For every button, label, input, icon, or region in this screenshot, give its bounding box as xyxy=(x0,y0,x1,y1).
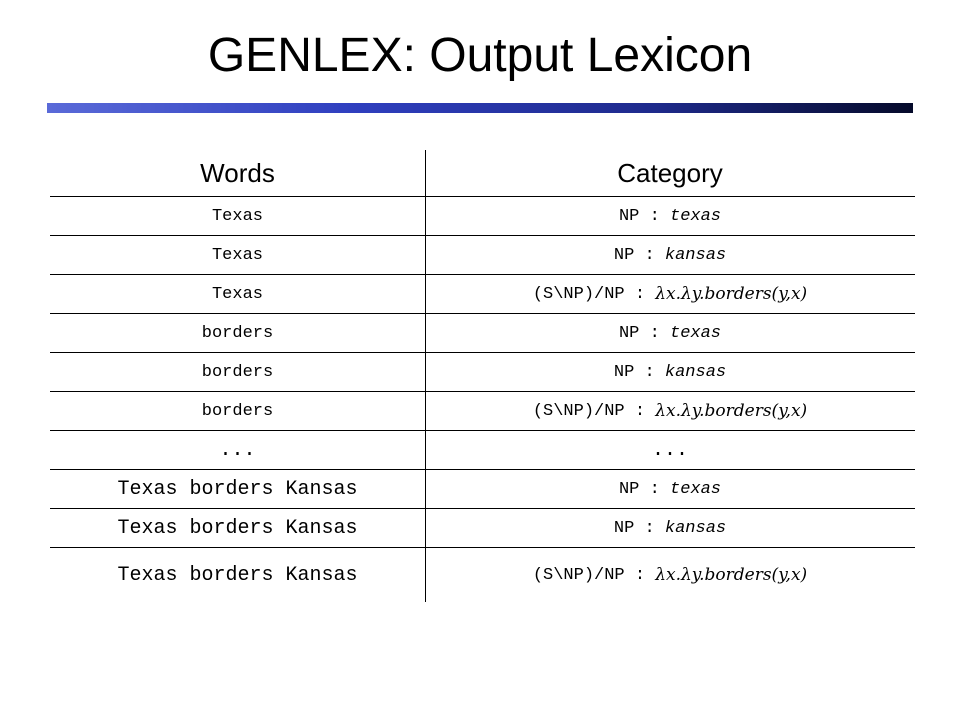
word-cell: Texas borders Kansas xyxy=(117,516,358,540)
word-cell: ... xyxy=(219,438,256,462)
word-cell: borders xyxy=(201,362,274,382)
category-cell xyxy=(425,392,915,430)
header-category: Category xyxy=(617,157,723,188)
category-prefix: NP : xyxy=(618,323,660,343)
header-words: Words xyxy=(200,157,275,188)
category-cell xyxy=(425,548,915,602)
word-cell: Texas borders Kansas xyxy=(117,477,358,501)
word-cell: borders xyxy=(201,323,274,343)
category-prefix: NP : xyxy=(613,518,655,538)
lambda-expression: λx.λy.borders(y,x) xyxy=(655,401,808,421)
table-row xyxy=(50,431,915,470)
category-cell xyxy=(425,314,915,352)
category-value: texas xyxy=(670,323,722,343)
table-row xyxy=(50,470,915,509)
word-cell: borders xyxy=(201,401,274,421)
table-row xyxy=(50,548,915,602)
table-row xyxy=(50,353,915,392)
table-row xyxy=(50,197,915,236)
table-header-row xyxy=(50,150,915,197)
category-cell: ... xyxy=(651,438,688,462)
title-underline-bar xyxy=(47,103,913,113)
word-cell: Texas borders Kansas xyxy=(117,563,358,587)
word-cell: Texas xyxy=(211,206,263,226)
category-cell xyxy=(425,509,915,547)
category-value: texas xyxy=(670,479,722,499)
category-prefix: (S\NP)/NP : xyxy=(532,284,646,304)
lambda-expression: λx.λy.borders(y,x) xyxy=(655,284,808,304)
word-cell: Texas xyxy=(211,245,263,265)
category-prefix: NP : xyxy=(613,362,655,382)
lexicon-table xyxy=(50,150,915,602)
table-row xyxy=(50,236,915,275)
category-prefix: NP : xyxy=(613,245,655,265)
lambda-expression: λx.λy.borders(y,x) xyxy=(655,565,808,585)
category-cell xyxy=(425,197,915,235)
category-prefix: (S\NP)/NP : xyxy=(532,565,646,585)
slide-title: GENLEX: Output Lexicon xyxy=(207,29,753,82)
category-prefix: (S\NP)/NP : xyxy=(532,401,646,421)
category-prefix: NP : xyxy=(618,479,660,499)
table-row xyxy=(50,314,915,353)
category-cell xyxy=(425,275,915,313)
table-row xyxy=(50,392,915,431)
category-value: kansas xyxy=(664,518,727,538)
table-row xyxy=(50,509,915,548)
category-value: kansas xyxy=(664,362,727,382)
word-cell: Texas xyxy=(211,284,263,304)
table-row xyxy=(50,275,915,314)
category-cell xyxy=(425,236,915,274)
category-cell xyxy=(425,353,915,391)
category-cell xyxy=(425,470,915,508)
category-value: texas xyxy=(670,206,722,226)
category-value: kansas xyxy=(664,245,727,265)
category-prefix: NP : xyxy=(618,206,660,226)
